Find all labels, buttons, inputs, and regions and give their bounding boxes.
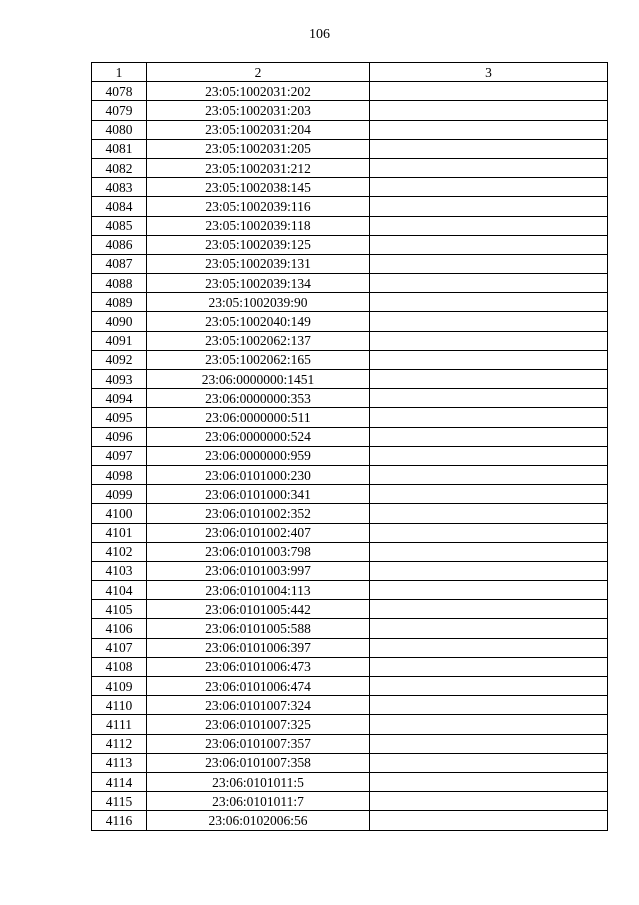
note-cell — [370, 504, 608, 523]
column-header-3: 3 — [370, 63, 608, 82]
table-row — [92, 504, 608, 523]
row-index-cell: 4092 — [92, 350, 147, 369]
table-row — [92, 677, 608, 696]
note-cell — [370, 370, 608, 389]
note-cell — [370, 581, 608, 600]
note-cell — [370, 772, 608, 791]
cadastral-number-cell: 23:05:1002038:145 — [147, 178, 370, 197]
row-index-cell: 4096 — [92, 427, 147, 446]
cadastral-number-cell: 23:06:0101006:397 — [147, 638, 370, 657]
table-row — [92, 312, 608, 331]
note-cell — [370, 657, 608, 676]
note-cell — [370, 753, 608, 772]
row-index-cell: 4090 — [92, 312, 147, 331]
row-index-cell: 4099 — [92, 485, 147, 504]
row-index-cell: 4098 — [92, 465, 147, 484]
row-index-cell: 4082 — [92, 158, 147, 177]
table-header-row — [92, 63, 608, 82]
cadastral-number-cell: 23:06:0101004:113 — [147, 581, 370, 600]
note-cell — [370, 427, 608, 446]
cadastral-number-cell: 23:05:1002039:131 — [147, 254, 370, 273]
note-cell — [370, 811, 608, 830]
note-cell — [370, 561, 608, 580]
cadastral-number-cell: 23:06:0000000:959 — [147, 446, 370, 465]
cadastral-number-cell: 23:05:1002031:212 — [147, 158, 370, 177]
cadastral-number-cell: 23:06:0101006:474 — [147, 677, 370, 696]
note-cell — [370, 101, 608, 120]
row-index-cell: 4112 — [92, 734, 147, 753]
cadastral-number-cell: 23:06:0101007:358 — [147, 753, 370, 772]
cadastral-number-cell: 23:06:0101006:473 — [147, 657, 370, 676]
cadastral-number-cell: 23:06:0101003:798 — [147, 542, 370, 561]
table-row — [92, 715, 608, 734]
table-row — [92, 581, 608, 600]
row-index-cell: 4108 — [92, 657, 147, 676]
table-row — [92, 82, 608, 101]
row-index-cell: 4078 — [92, 82, 147, 101]
note-cell — [370, 485, 608, 504]
table-row — [92, 696, 608, 715]
row-index-cell: 4086 — [92, 235, 147, 254]
row-index-cell: 4111 — [92, 715, 147, 734]
table-row — [92, 619, 608, 638]
note-cell — [370, 465, 608, 484]
row-index-cell: 4113 — [92, 753, 147, 772]
note-cell — [370, 254, 608, 273]
table-row — [92, 561, 608, 580]
table-row — [92, 101, 608, 120]
note-cell — [370, 312, 608, 331]
note-cell — [370, 638, 608, 657]
table-row — [92, 600, 608, 619]
row-index-cell: 4114 — [92, 772, 147, 791]
note-cell — [370, 293, 608, 312]
note-cell — [370, 235, 608, 254]
row-index-cell: 4081 — [92, 139, 147, 158]
table-row — [92, 465, 608, 484]
table-row — [92, 657, 608, 676]
table-row — [92, 389, 608, 408]
table-row — [92, 408, 608, 427]
note-cell — [370, 696, 608, 715]
note-cell — [370, 523, 608, 542]
note-cell — [370, 274, 608, 293]
table-row — [92, 178, 608, 197]
note-cell — [370, 600, 608, 619]
table-row — [92, 792, 608, 811]
note-cell — [370, 178, 608, 197]
row-index-cell: 4095 — [92, 408, 147, 427]
row-index-cell: 4087 — [92, 254, 147, 273]
cadastral-number-cell: 23:05:1002062:137 — [147, 331, 370, 350]
cadastral-number-cell: 23:06:0000000:511 — [147, 408, 370, 427]
table-row — [92, 427, 608, 446]
column-header-2: 2 — [147, 63, 370, 82]
note-cell — [370, 82, 608, 101]
row-index-cell: 4115 — [92, 792, 147, 811]
table-row — [92, 446, 608, 465]
cadastral-number-cell: 23:05:1002031:202 — [147, 82, 370, 101]
row-index-cell: 4085 — [92, 216, 147, 235]
cadastral-number-cell: 23:06:0101003:997 — [147, 561, 370, 580]
note-cell — [370, 792, 608, 811]
note-cell — [370, 139, 608, 158]
page-number: 106 — [309, 27, 330, 42]
table-row — [92, 811, 608, 830]
row-index-cell: 4110 — [92, 696, 147, 715]
note-cell — [370, 331, 608, 350]
table-row — [92, 638, 608, 657]
note-cell — [370, 619, 608, 638]
table-row — [92, 235, 608, 254]
table-row — [92, 120, 608, 139]
cadastral-number-cell: 23:06:0101002:407 — [147, 523, 370, 542]
cadastral-number-cell: 23:05:1002039:116 — [147, 197, 370, 216]
table-row — [92, 734, 608, 753]
table-row — [92, 772, 608, 791]
table-body — [92, 82, 608, 830]
table-row — [92, 197, 608, 216]
table-row — [92, 254, 608, 273]
row-index-cell: 4088 — [92, 274, 147, 293]
cadastral-number-cell: 23:06:0101005:442 — [147, 600, 370, 619]
row-index-cell: 4091 — [92, 331, 147, 350]
note-cell — [370, 734, 608, 753]
row-index-cell: 4105 — [92, 600, 147, 619]
cadastral-number-cell: 23:05:1002031:204 — [147, 120, 370, 139]
table-row — [92, 158, 608, 177]
row-index-cell: 4089 — [92, 293, 147, 312]
row-index-cell: 4102 — [92, 542, 147, 561]
row-index-cell: 4107 — [92, 638, 147, 657]
row-index-cell: 4100 — [92, 504, 147, 523]
row-index-cell: 4097 — [92, 446, 147, 465]
row-index-cell: 4079 — [92, 101, 147, 120]
cadastral-number-cell: 23:06:0101007:357 — [147, 734, 370, 753]
row-index-cell: 4106 — [92, 619, 147, 638]
note-cell — [370, 350, 608, 369]
cadastral-number-cell: 23:06:0000000:353 — [147, 389, 370, 408]
note-cell — [370, 408, 608, 427]
cadastral-number-cell: 23:05:1002031:203 — [147, 101, 370, 120]
note-cell — [370, 120, 608, 139]
note-cell — [370, 715, 608, 734]
table-row — [92, 542, 608, 561]
table-row — [92, 485, 608, 504]
row-index-cell: 4116 — [92, 811, 147, 830]
note-cell — [370, 677, 608, 696]
row-index-cell: 4080 — [92, 120, 147, 139]
cadastral-number-cell: 23:05:1002039:134 — [147, 274, 370, 293]
cadastral-number-cell: 23:06:0101007:325 — [147, 715, 370, 734]
cadastral-number-cell: 23:06:0101007:324 — [147, 696, 370, 715]
row-index-cell: 4093 — [92, 370, 147, 389]
table-row — [92, 350, 608, 369]
cadastral-number-cell: 23:06:0101011:7 — [147, 792, 370, 811]
cadastral-number-cell: 23:05:1002062:165 — [147, 350, 370, 369]
column-header-1: 1 — [92, 63, 147, 82]
table-row — [92, 274, 608, 293]
table-row — [92, 753, 608, 772]
table-row — [92, 216, 608, 235]
note-cell — [370, 158, 608, 177]
table-header — [92, 63, 608, 82]
table-row — [92, 331, 608, 350]
note-cell — [370, 389, 608, 408]
cadastral-number-cell: 23:06:0101005:588 — [147, 619, 370, 638]
cadastral-number-cell: 23:05:1002031:205 — [147, 139, 370, 158]
row-index-cell: 4104 — [92, 581, 147, 600]
cadastral-number-cell: 23:06:0101002:352 — [147, 504, 370, 523]
cadastral-number-cell: 23:06:0101000:230 — [147, 465, 370, 484]
row-index-cell: 4094 — [92, 389, 147, 408]
note-cell — [370, 216, 608, 235]
cadastral-number-cell: 23:06:0102006:56 — [147, 811, 370, 830]
table-row — [92, 523, 608, 542]
row-index-cell: 4109 — [92, 677, 147, 696]
note-cell — [370, 542, 608, 561]
row-index-cell: 4084 — [92, 197, 147, 216]
cadastral-number-cell: 23:06:0000000:1451 — [147, 370, 370, 389]
note-cell — [370, 197, 608, 216]
cadastral-number-cell: 23:06:0101011:5 — [147, 772, 370, 791]
row-index-cell: 4083 — [92, 178, 147, 197]
cadastral-number-cell: 23:05:1002040:149 — [147, 312, 370, 331]
cadastral-number-cell: 23:05:1002039:90 — [147, 293, 370, 312]
cadastral-number-cell: 23:06:0101000:341 — [147, 485, 370, 504]
row-index-cell: 4101 — [92, 523, 147, 542]
table-row — [92, 139, 608, 158]
table-row — [92, 293, 608, 312]
cadastral-number-cell: 23:05:1002039:125 — [147, 235, 370, 254]
cadastral-number-table — [91, 62, 608, 831]
cadastral-number-cell: 23:05:1002039:118 — [147, 216, 370, 235]
cadastral-number-cell: 23:06:0000000:524 — [147, 427, 370, 446]
row-index-cell: 4103 — [92, 561, 147, 580]
note-cell — [370, 446, 608, 465]
table-row — [92, 370, 608, 389]
